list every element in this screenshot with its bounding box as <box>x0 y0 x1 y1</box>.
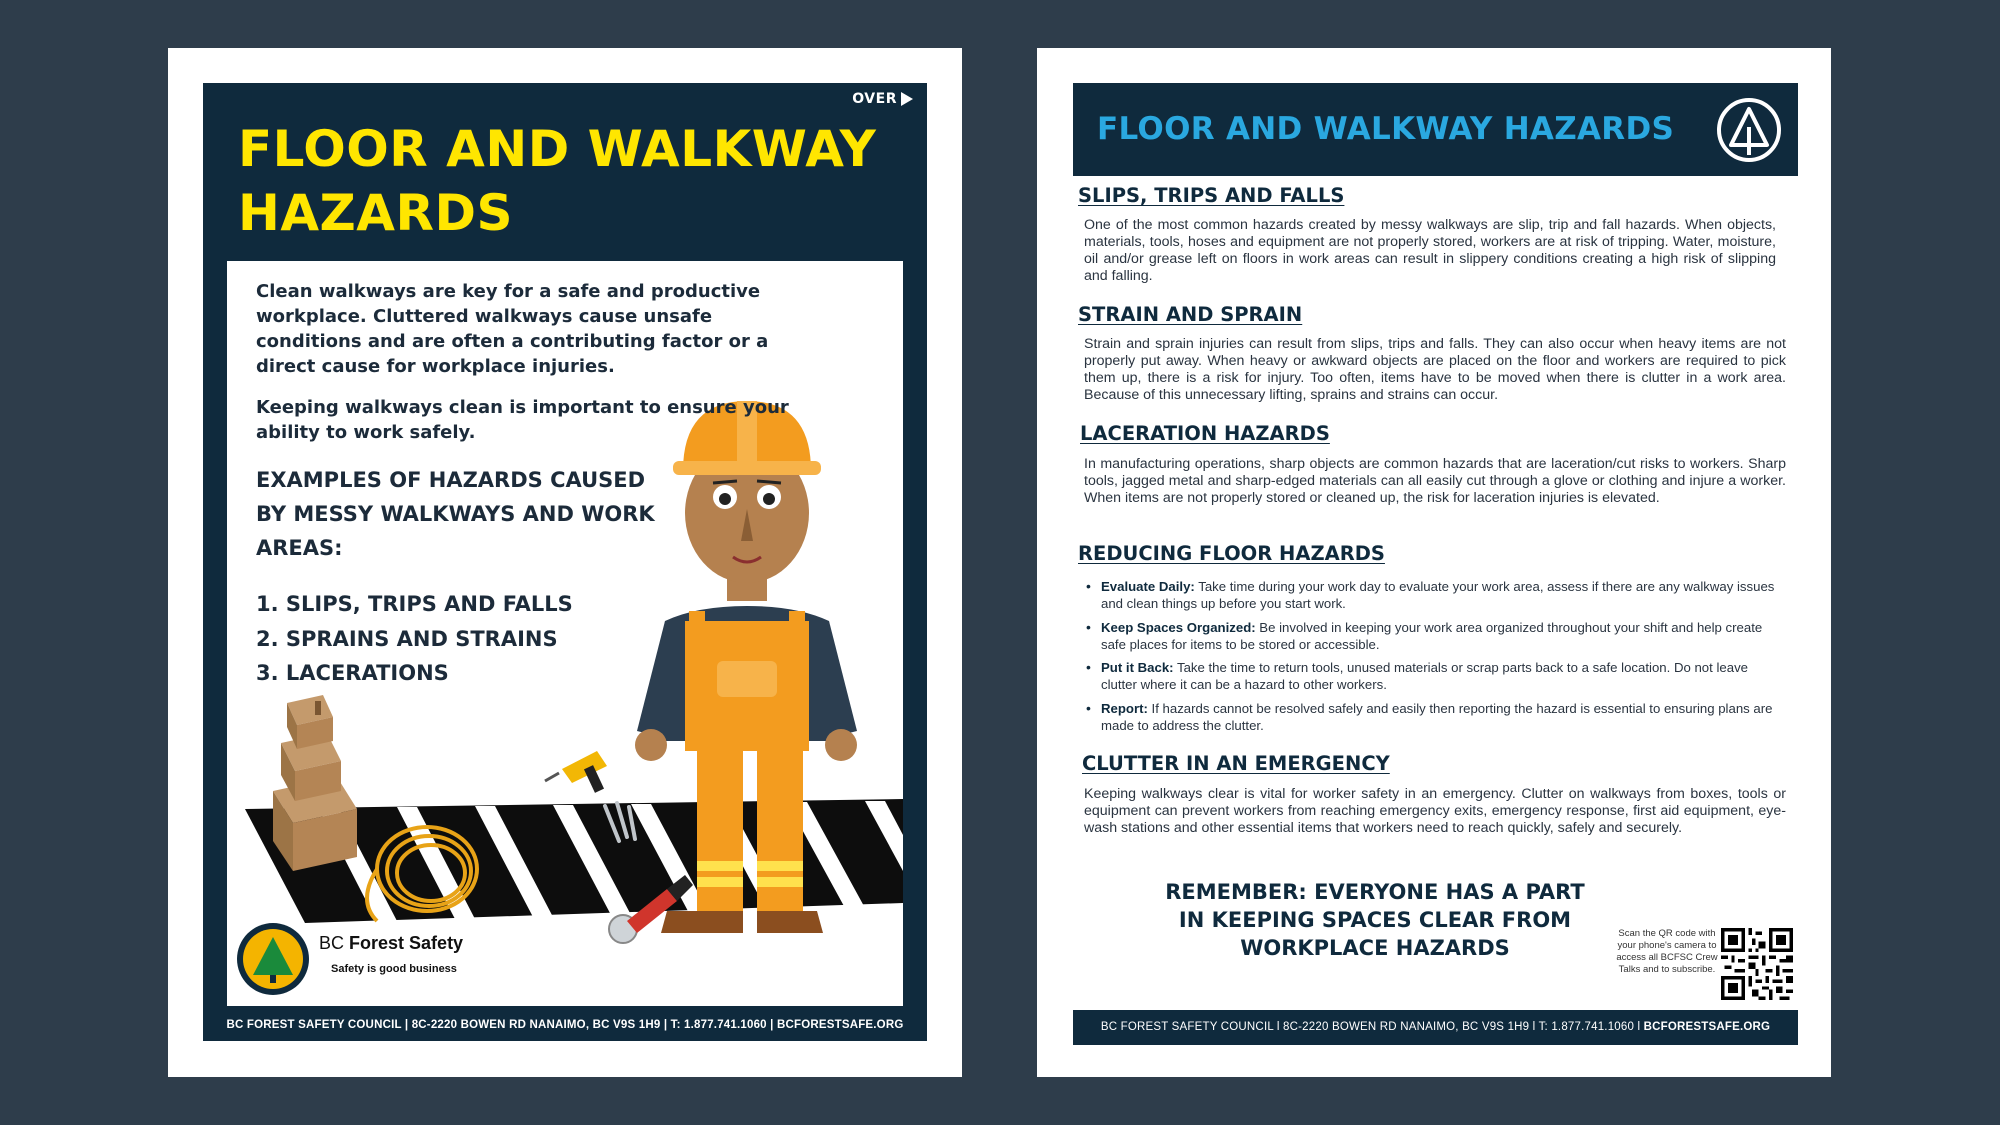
list-item: 2. SPRAINS AND STRAINS <box>256 626 558 651</box>
cardboard-boxes-icon <box>273 695 357 871</box>
right-footer-site[interactable]: BCFORESTSAFE.ORG <box>1643 1021 1771 1033</box>
list-item <box>1084 578 1784 612</box>
list-item: 1. SLIPS, TRIPS AND FALLS <box>256 592 573 616</box>
bullet-label: Report: <box>1101 700 1148 716</box>
bullet-label: Keep Spaces Organized: <box>1101 619 1256 635</box>
right-title: FLOOR AND WALKWAY HAZARDS <box>1097 111 1675 147</box>
examples-list <box>256 587 573 691</box>
section-heading-clutter: CLUTTER IN AN EMERGENCY <box>1082 752 1390 775</box>
bullet-text: If hazards cannot be resolved safely and easily then reporting the hazard is essential to ensuring plans are made to address the clutter. <box>1101 700 1773 733</box>
tree-triangle-logo-icon <box>1716 97 1782 163</box>
left-dark-panel <box>203 83 927 1041</box>
reducing-hazards-list <box>1084 578 1784 740</box>
list-item <box>1084 619 1784 653</box>
intro-paragraph-2: Keeping walkways clean is important to ensure your ability to work safely. <box>256 397 789 443</box>
bullet-text: Take the time to return tools, unused materials or scrap parts back to a safe location. Do not leave clutter where it can be a hazard to other workers. <box>1101 660 1748 692</box>
left-title-line2: HAZARDS <box>238 184 514 242</box>
right-page <box>1037 48 1831 1077</box>
logo-tagline: Safety is good business <box>331 963 457 975</box>
bullet-label: Evaluate Daily: <box>1101 579 1195 594</box>
bullet-text: Be involved in keeping your work area organized throughout your shift and help create safe places for items to be stored or accessible. <box>1101 619 1763 652</box>
left-title <box>238 117 878 245</box>
section-heading-slips: SLIPS, TRIPS AND FALLS <box>1078 184 1345 207</box>
left-footer: BC FOREST SAFETY COUNCIL | 8C-2220 BOWEN RD NANAIMO, BC V9S 1H9 | T: 1.877.741.1060 | BCFORESTSAFE.ORG <box>226 1019 904 1031</box>
play-arrow-icon <box>901 92 913 106</box>
right-footer-text: BC FOREST SAFETY COUNCIL l 8C-2220 BOWEN RD NANAIMO, BC V9S 1H9 l T: 1.877.741.1060 l <box>1100 1021 1644 1033</box>
intro-paragraph: Clean walkways are key for a safe and productive workplace. Cluttered walkways cause unsafe conditions and are often a contributing factor or a direct cause for workplace injuries. <box>256 281 769 377</box>
over-indicator <box>852 91 913 107</box>
left-title-line1: FLOOR AND WALKWAY <box>238 120 877 178</box>
qr-caption: Scan the QR code with your phone's camera to access all BCFSC Crew Talks and to subscribe. <box>1616 928 1718 975</box>
bullet-label: Put it Back: <box>1101 660 1174 675</box>
logo-brand-prefix: BC <box>319 933 345 953</box>
right-header <box>1073 83 1798 176</box>
section-body-clutter: Keeping walkways clear is vital for worker safety in an emergency. Clutter on walkways from boxes, tools or equipment can prevent workers from reaching emergency exits, emergency response, first aid equipment, eye-wash stations and other essential items that workers need to reach quickly, safely and securely. <box>1084 786 1786 836</box>
section-body-laceration: In manufacturing operations, sharp objects are common hazards that are laceration/cut risks to workers. Sharp tools, jagged metal and sharp-edged materials can all easily cut through a glove or clothing and injure a worker. When items are not properly stored or cleaned up, the risk for laceration injuries is elevated. <box>1084 456 1786 506</box>
list-item: 3. LACERATIONS <box>256 661 449 685</box>
list-item <box>1084 659 1784 693</box>
left-page <box>168 48 962 1077</box>
bc-forest-safety-logo <box>235 921 495 1001</box>
section-body-strain: Strain and sprain injuries can result from slips, trips and falls. They can also occur when heavy items are not properly put away. When heavy or awkward objects are placed on the floor and workers are required to pick them up, there is a risk for injury. Too often, items have to be moved when there is clutter in a work area. Because of this unnecessary lifting, sprains and strains can occur. <box>1084 336 1786 403</box>
list-item <box>1084 700 1784 734</box>
bullet-text: Take time during your work day to evaluate your work area, assess if there are any walkway issues and clean things up before you start work. <box>1101 579 1775 611</box>
right-footer <box>1073 1010 1798 1045</box>
left-content-area <box>227 261 903 1006</box>
tree-triangle-logo-icon <box>235 921 311 997</box>
logo-brand <box>319 933 463 954</box>
examples-heading: EXAMPLES OF HAZARDS CAUSED BY MESSY WALKWAYS AND WORK AREAS: <box>256 468 655 560</box>
logo-brand-name: Forest Safety <box>349 933 464 953</box>
section-heading-reducing: REDUCING FLOOR HAZARDS <box>1078 542 1385 565</box>
over-label: OVER <box>852 91 897 107</box>
section-heading-strain: STRAIN AND SPRAIN <box>1078 303 1303 326</box>
section-body-slips: One of the most common hazards created by messy walkways are slip, trip and fall hazards. When objects, materials, tools, hoses and equipment are not properly stored, workers are at risk of tripping. Water, moisture, oil and/or grease left on floors in work areas can result in slippery conditions creating a high risk of slipping and falling. <box>1084 217 1776 284</box>
power-drill-icon <box>545 751 607 793</box>
remember-callout: REMEMBER: EVERYONE HAS A PART IN KEEPING SPACES CLEAR FROM WORKPLACE HAZARDS <box>1165 880 1585 960</box>
section-heading-laceration: LACERATION HAZARDS <box>1080 422 1330 445</box>
qr-code-icon[interactable] <box>1721 928 1793 1000</box>
